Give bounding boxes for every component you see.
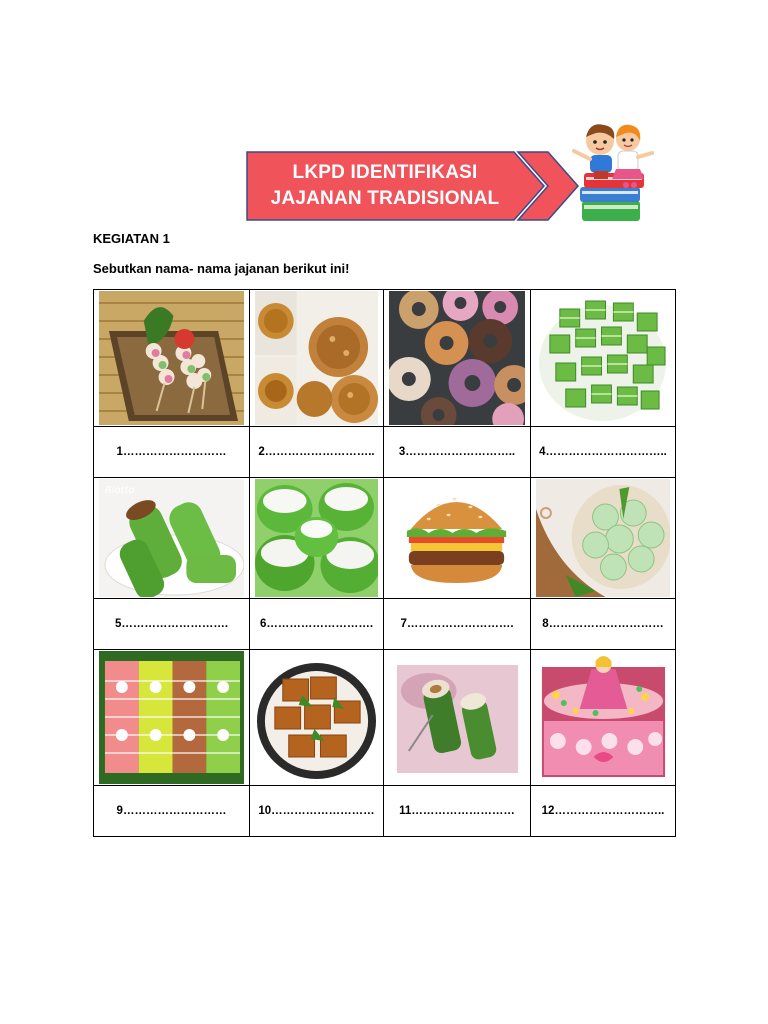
- image-cell: [384, 290, 531, 427]
- doll-cake-picture: [536, 651, 670, 784]
- food-grid-table: [93, 289, 676, 837]
- label-row: [94, 427, 676, 478]
- image-row: [94, 478, 676, 599]
- image-cell: [94, 478, 250, 599]
- answer-blank-4: 4…………………………..: [531, 427, 676, 478]
- answer-blank-6: 6……………………….: [250, 599, 384, 650]
- answer-blank-12: 12………………………..: [531, 786, 676, 837]
- answer-blank-10: 10………………………: [250, 786, 384, 837]
- green-layer-cake-picture: [536, 291, 670, 425]
- image-cell: [531, 650, 676, 786]
- image-cell: [94, 650, 250, 786]
- lemper-picture: [389, 651, 525, 784]
- putu-ayu-picture: [255, 479, 378, 597]
- answer-blank-1: 1………………………: [94, 427, 250, 478]
- label-row: [94, 786, 676, 837]
- image-cell: [250, 478, 384, 599]
- dadar-gulung-picture: [99, 479, 244, 597]
- label-row: [94, 599, 676, 650]
- image-cell: [384, 650, 531, 786]
- kids-on-books-illustration: [566, 113, 660, 227]
- answer-blank-5: 5……………………….: [94, 599, 250, 650]
- answer-blank-2: 2………………………..: [250, 427, 384, 478]
- image-cell: [250, 650, 384, 786]
- burger-picture: [389, 479, 525, 597]
- banner-title: [254, 160, 516, 212]
- lapis-cake-picture: [99, 651, 244, 784]
- title-banner: [246, 151, 586, 221]
- banner-title-line1: LKPD IDENTIFIKASI: [292, 162, 478, 183]
- image-cell: [384, 478, 531, 599]
- section-title: KEGIATAN 1: [93, 231, 170, 246]
- answer-blank-3: 3………………………..: [384, 427, 531, 478]
- klepon-plate-picture: [536, 479, 670, 597]
- image-row: [94, 290, 676, 427]
- donut-picture: [389, 291, 525, 425]
- instruction-text: Sebutkan nama- nama jajanan berikut ini!: [93, 261, 350, 276]
- answer-blank-7: 7……………………….: [384, 599, 531, 650]
- wajik-picture: [255, 651, 378, 784]
- image-cell: [94, 290, 250, 427]
- image-row: [94, 650, 676, 786]
- image-cell: [531, 290, 676, 427]
- answer-blank-9: 9………………………: [94, 786, 250, 837]
- fried-cake-picture: [255, 291, 378, 425]
- image-cell: [250, 290, 384, 427]
- answer-blank-8: 8…………………………: [531, 599, 676, 650]
- banner-title-line2: JAJANAN TRADISIONAL: [270, 188, 500, 209]
- klepon-skewer-picture: [99, 291, 244, 425]
- answer-blank-11: 11………………………: [384, 786, 531, 837]
- svg-text:Riotto: Riotto: [104, 484, 135, 497]
- image-cell: [531, 478, 676, 599]
